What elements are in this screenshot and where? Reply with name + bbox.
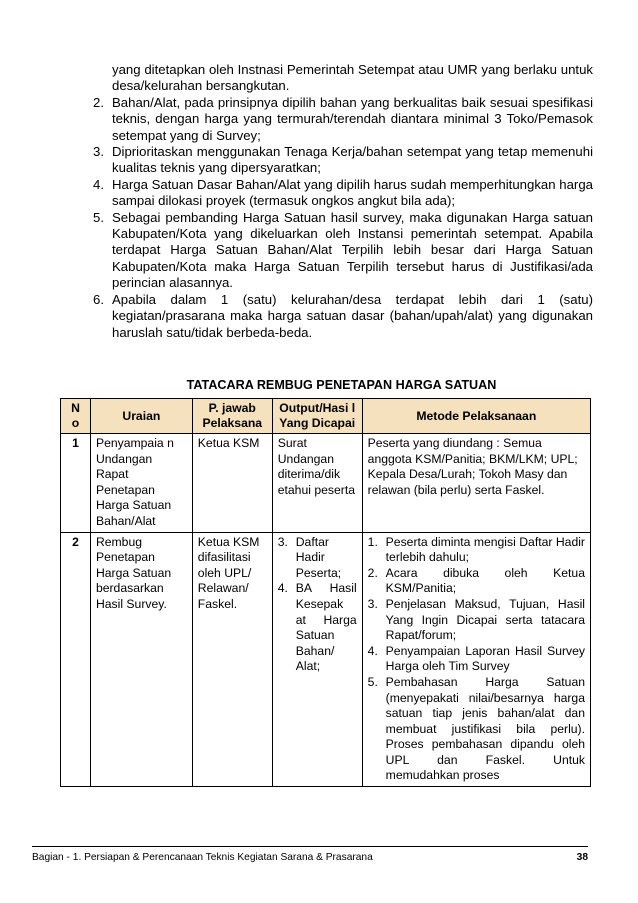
- cell-output: [272, 532, 362, 787]
- procedure-table: [60, 398, 591, 787]
- method-step-text: Acara dibuka oleh Ketua KSM/Panitia;: [385, 565, 585, 596]
- table-row: [61, 532, 591, 787]
- output-item: [278, 535, 357, 582]
- list-item-number: 5.: [93, 209, 104, 225]
- list-item-text: Sebagai pembanding Harga Satuan hasil survey, maka digunakan Harga satuan Kabupaten/Kota yang dikeluarkan oleh Instansi pemerintah setempat. Apabila terdapat Harga Satuan Bahan/Alat Terpilih lebih besar dari Harga Satuan Kabupaten/Kota maka Harga Satuan Terpilih tersebut harus di Justifikasi/ada perincian alasannya.: [112, 209, 593, 291]
- method-step-number: 1.: [367, 534, 378, 549]
- method-step: [368, 566, 585, 597]
- method-step-number: 3.: [367, 596, 378, 611]
- method-step: [368, 535, 585, 566]
- cell-uraian: Rembug Penetapan Harga Satuan berdasarkan Hasil Survey.: [90, 532, 192, 787]
- list-item-number: 2.: [93, 94, 104, 110]
- method-step: [368, 644, 585, 675]
- method-step: [368, 597, 585, 644]
- list-item-number: 6.: [93, 291, 104, 307]
- cell-no: 2: [61, 532, 91, 787]
- method-step: [368, 675, 585, 784]
- method-step-text: Penjelasan Maksud, Tujuan, Hasil Yang Ingin Dicapai serta tatacara Rapat/forum;: [385, 596, 585, 643]
- cell-uraian: Penyampaia n Undangan Rapat Penetapan Harga Satuan Bahan/Alat: [90, 434, 192, 533]
- cell-output: Surat Undangan diterima/dik etahui peserta: [272, 434, 362, 533]
- list-item-text: Diprioritaskan menggunakan Tenaga Kerja/bahan setempat yang tetap memenuhi kualitas teknis yang dipersyaratkan;: [112, 144, 593, 176]
- output-item-number: 3.: [277, 534, 288, 549]
- method-step-text: Penyampaian Laporan Hasil Survey Harga oleh Tim Survey: [385, 643, 585, 674]
- footer-text: Bagian - 1. Persiapan & Perencanaan Teknis Kegiatan Sarana & Prasarana: [32, 852, 373, 863]
- method-step-text: Peserta diminta mengisi Daftar Hadir terlebih dahulu;: [385, 534, 585, 565]
- list-item: [90, 292, 593, 341]
- method-step-number: 4.: [367, 643, 378, 658]
- header-no: N o: [61, 399, 91, 434]
- method-step-number: 2.: [367, 565, 378, 580]
- cell-metode: Peserta yang diundang : Semua anggota KSM/Panitia; BKM/LKM; UPL; Kepala Desa/Lurah; Tokoh Masy dan relawan (bila perlu) serta Faskel.: [362, 434, 590, 533]
- list-item-text: Harga Satuan Dasar Bahan/Alat yang dipilih harus sudah memperhitungkan harga sampai dilokasi proyek (termasuk ongkos angkut bila ada);: [112, 176, 593, 209]
- list-item: [90, 210, 593, 292]
- cell-no: 1: [61, 434, 91, 533]
- list-item: [90, 177, 593, 210]
- method-step-number: 5.: [367, 674, 378, 689]
- header-uraian: Uraian: [90, 399, 192, 434]
- page-number: 38: [576, 852, 588, 863]
- list-continuation: yang ditetapkan oleh Instnasi Pemerintah Setempat atau UMR yang berlaku untuk desa/kelurahan bersangkutan.: [112, 62, 593, 94]
- list-item-number: 3.: [93, 144, 104, 160]
- table-row: [61, 434, 591, 533]
- method-step-text: Pembahasan Harga Satuan (menyepakati nilai/besarnya harga satuan tiap jenis bahan/alat dan membuat justifikasi bila perlu). Proses pembahasan dipandu oleh UPL dan Faskel. Untuk memudahkan proses: [385, 674, 585, 783]
- output-item: [278, 581, 357, 675]
- list-item: [90, 144, 593, 177]
- header-metode: Metode Pelaksanaan: [362, 399, 590, 434]
- list-item-text: Apabila dalam 1 (satu) kelurahan/desa terdapat lebih dari 1 (satu) kegiatan/prasarana maka harga satuan dasar (bahan/upah/alat) yang digunakan haruslah satu/tidak berbeda-beda.: [112, 291, 593, 340]
- output-item-text: BA Hasil Kesepak at Harga Satuan Bahan/ Alat;: [295, 581, 357, 674]
- list-item-number: 4.: [93, 176, 104, 192]
- table-header-row: [61, 399, 591, 434]
- numbered-list: [90, 62, 593, 341]
- header-output: Output/Hasi l Yang Dicapai: [272, 399, 362, 434]
- header-pelaksana: P. jawab Pelaksana: [192, 399, 272, 434]
- list-item: [90, 95, 593, 144]
- cell-pelaksana: Ketua KSM: [192, 434, 272, 533]
- cell-metode: [362, 532, 590, 787]
- table-title: TATACARA REMBUG PENETAPAN HARGA SATUAN: [186, 378, 497, 392]
- list-item-text: Bahan/Alat, pada prinsipnya dipilih bahan yang berkualitas baik sesuai spesifikasi teknis, dengan harga yang termurah/terendah diantara minimal 3 Toko/Pemasok setempat yang di Survey;: [112, 94, 593, 143]
- page-footer: [32, 846, 588, 863]
- output-item-number: 4.: [277, 581, 288, 596]
- cell-pelaksana: Ketua KSM difasilitasi oleh UPL/ Relawan/ Faskel.: [192, 532, 272, 787]
- output-item-text: Daftar Hadir Peserta;: [295, 534, 342, 580]
